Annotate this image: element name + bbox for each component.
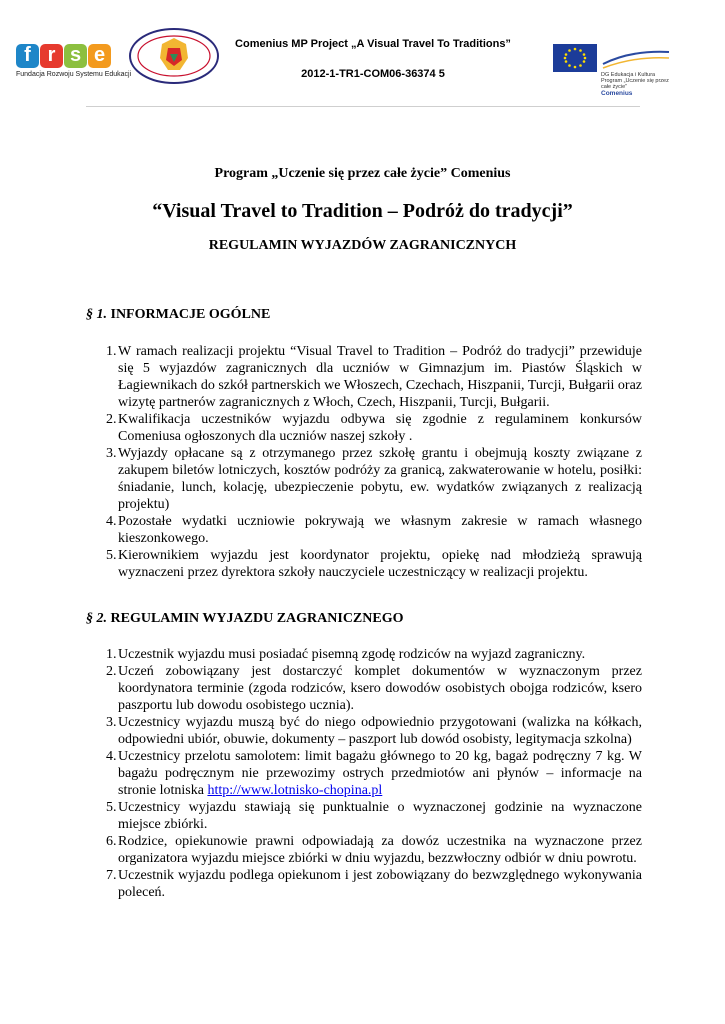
list-item bbox=[86, 833, 642, 867]
item-text: Kierownikiem wyjazdu jest koordynator projektu, opiekę nad młodzieżą sprawują wyznaczeni przez dyrektora szkoły nauczyciele uczestniczący w realizacji projektu. bbox=[118, 548, 642, 580]
list-item bbox=[86, 411, 642, 445]
section-2-number: § 2. bbox=[86, 611, 107, 626]
item-number: 6. bbox=[106, 834, 117, 849]
section-1-number: § 1. bbox=[86, 307, 107, 322]
list-item bbox=[86, 799, 642, 833]
eu-caption-comenius: Comenius bbox=[601, 90, 633, 97]
item-text: Uczestnicy wyjazdu stawiają się punktualnie o wyznaczonej godzinie na wyznaczone miejsce zbiórki. bbox=[118, 800, 642, 832]
item-number: 2. bbox=[106, 412, 117, 427]
item-number: 3. bbox=[106, 446, 117, 461]
section-2-title: REGULAMIN WYJAZDU ZAGRANICZNEGO bbox=[110, 611, 404, 626]
project-code: 2012-1-TR1-COM06-36374 5 bbox=[301, 68, 445, 80]
item-text: Uczestnik wyjazdu podlega opiekunom i jest zobowiązany do bezwzględnego wykonywania poleceń. bbox=[118, 868, 642, 900]
list-item bbox=[86, 343, 642, 411]
list-item bbox=[86, 867, 642, 901]
list-item bbox=[86, 714, 642, 748]
frse-letter-s: s bbox=[64, 44, 87, 68]
item-text: W ramach realizacji projektu “Visual Travel to Tradition – Podróż do tradycji” przewiduje się 5 wyjazdów zagranicznych dla uczniów w Gimnazjum im. Piastów Śląskich w Łagiewnikach do szkół partnerskich we Włoszech, Czechach, Hiszpanii, Turcji, Bułgarii oraz wizytę partnerów zagranicznych z Włoch, Czech, Hiszpanii, Turcji, Bułgarii. bbox=[118, 344, 642, 410]
item-number: 2. bbox=[106, 664, 117, 679]
frse-letter-r: r bbox=[40, 44, 63, 68]
list-item bbox=[86, 547, 642, 581]
airport-link[interactable]: http://www.lotnisko-chopina.pl bbox=[207, 783, 383, 798]
eu-caption-dg: DG Edukacja i Kultura bbox=[601, 72, 656, 78]
document-title: “Visual Travel to Tradition – Podróż do tradycji” bbox=[152, 200, 573, 222]
item-number: 3. bbox=[106, 715, 117, 730]
eu-caption-program: Program „Uczenie się przez całe życie” bbox=[601, 78, 669, 90]
item-text: Uczestnik wyjazdu musi posiadać pisemną zgodę rodziców na wyjazd zagraniczny. bbox=[118, 647, 586, 662]
eu-llp-logo bbox=[553, 44, 673, 97]
item-number: 1. bbox=[106, 647, 117, 662]
page-header bbox=[0, 0, 725, 110]
item-number: 1. bbox=[106, 344, 117, 359]
item-text: Uczeń zobowiązany jest dostarczyć komplet dokumentów w wyznaczonym przez koordynatora terminie (zgoda rodziców, ksero dowodów osobistych obojga rodziców, ksero paszportu lub dowodu osobistego ucznia). bbox=[118, 664, 642, 713]
section-1-heading bbox=[86, 307, 270, 323]
list-item bbox=[86, 513, 642, 547]
item-number: 5. bbox=[106, 800, 117, 815]
frse-letter-e: e bbox=[88, 44, 111, 68]
item-number: 4. bbox=[106, 514, 117, 529]
visual-travel-logo bbox=[128, 26, 220, 86]
frse-caption: Fundacja Rozwoju Systemu Edukacji bbox=[16, 71, 132, 78]
project-header bbox=[228, 38, 518, 80]
list-item bbox=[86, 646, 642, 663]
item-text: Uczestnicy przelotu samolotem: limit bagażu głównego to 20 kg, bagaż podręczny 7 kg. W bagażu podręcznym nie przewozimy ostrych przedmiotów ani płynów – informacje na stronie lotniska bbox=[118, 749, 642, 798]
list-item bbox=[86, 445, 642, 513]
item-number: 4. bbox=[106, 749, 117, 764]
item-number: 5. bbox=[106, 548, 117, 563]
program-line: Program „Uczenie się przez całe życie” Comenius bbox=[214, 166, 511, 181]
list-item bbox=[86, 663, 642, 714]
document-subtitle: REGULAMIN WYJAZDÓW ZAGRANICZNYCH bbox=[208, 238, 517, 253]
item-text: Rodzice, opiekunowie prawni odpowiadają za dowóz uczestnika na wyznaczone przez organizatora wyjazdu miejsce zbiórki w dniu wyjazdu, bezzwłoczny odbiór w dniu powrotu. bbox=[118, 834, 642, 866]
llp-swoosh-icon bbox=[601, 46, 671, 72]
eu-flag-icon bbox=[553, 44, 597, 72]
section-1-title: INFORMACJE OGÓLNE bbox=[110, 307, 271, 322]
frse-logo bbox=[16, 44, 132, 84]
item-text: Kwalifikacja uczestników wyjazdu odbywa się zgodnie z regulaminem konkursów Comeniusa ogłoszonych dla uczniów naszej szkoły . bbox=[118, 412, 642, 444]
frse-letter-f: f bbox=[16, 44, 39, 68]
item-text: Pozostałe wydatki uczniowie pokrywają we własnym zakresie w ramach własnego kieszonkowego. bbox=[118, 514, 642, 546]
item-number: 7. bbox=[106, 868, 117, 883]
item-text: Wyjazdy opłacane są z otrzymanego przez szkołę grantu i obejmują koszty związane z zakupem biletów lotniczych, kosztów podróży za granicą, zakwaterowanie w hotelu, posiłki: śniadanie, lunch, kolację, ubezpieczenie pobytu, ew. wydatków związanych z realizacją projektu) bbox=[118, 446, 642, 512]
item-text: Uczestnicy wyjazdu muszą być do niego odpowiednio przygotowani (walizka na kółkach, odpowiedni ubiór, obuwie, dokumenty – paszport lub dowód osobisty, legitymacja szkolna) bbox=[118, 715, 642, 747]
section-2-heading bbox=[86, 611, 404, 627]
section-1-list bbox=[86, 343, 642, 581]
section-2-list bbox=[86, 646, 642, 901]
project-name: Comenius MP Project „A Visual Travel To Traditions” bbox=[235, 38, 511, 50]
list-item bbox=[86, 748, 642, 799]
header-divider bbox=[86, 106, 640, 107]
